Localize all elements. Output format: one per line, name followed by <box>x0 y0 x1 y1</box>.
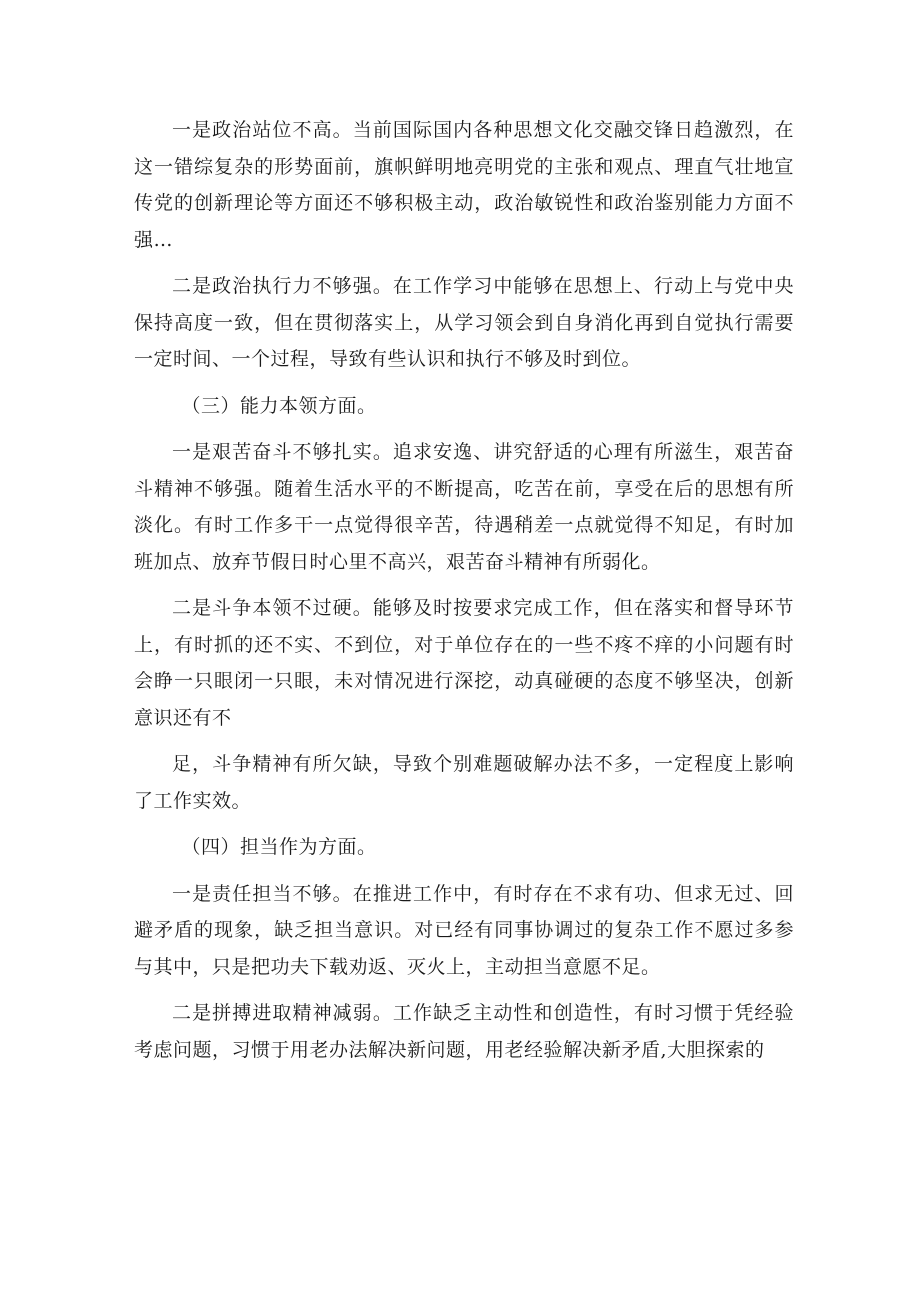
paragraph-struggle-continued: 足，斗争精神有所欠缺，导致个别难题破解办法不多，一定程度上影响了工作实效。 <box>134 753 794 812</box>
paragraph-political-execution: 二是政治执行力不够强。在工作学习中能够在思想上、行动上与党中央保持高度一致，但在贯彻落实上，从学习领会到自身消化再到自觉执行需要一定时间、一个过程，导致有些认识和执行不够及时到位。 <box>134 275 794 370</box>
paragraph-enterprising-spirit: 二是拼搏进取精神减弱。工作缺乏主动性和创造性，有时习惯于凭经验考虑问题，习惯于用老办法解决新问题，用老经验解决新矛盾,大胆探索的 <box>134 1002 794 1061</box>
paragraph-political-stance: 一是政治站位不高。当前国际国内各种思想文化交融交锋日趋激烈，在这一错综复杂的形势面前，旗帜鲜明地亮明党的主张和观点、理直气壮地宣传党的创新理论等方面还不够积极主动，政治敏锐性和政治鉴别能力方面不强… <box>134 119 794 251</box>
section-heading-ability: （三）能力本领方面。 <box>181 394 377 417</box>
section-heading-responsibility: （四）担当作为方面。 <box>181 836 377 858</box>
paragraph-responsibility: 一是责任担当不够。在推进工作中，有时存在不求有功、但求无过、回避矛盾的现象，缺乏担当意识。对已经有同事协调过的复杂工作不愿过多参与其中，只是把功夫下载劝返、灭火上，主动担当意愿不足。 <box>134 882 794 978</box>
paragraph-struggle-ability: 二是斗争本领不过硬。能够及时按要求完成工作，但在落实和督导环节上，有时抓的还不实、不到位，对于单位存在的一些不疼不痒的小问题有时会睁一只眼闭一只眼，未对情况进行深挖，动真碰硬的态度不够坚决，创新意识还有不 <box>134 597 794 729</box>
paragraph-hard-work: 一是艰苦奋斗不够扎实。追求安逸、讲究舒适的心理有所滋生，艰苦奋斗精神不够强。随着生活水平的不断提高，吃苦在前，享受在后的思想有所淡化。有时工作多干一点觉得很辛苦，待遇稍差一点就觉得不知足，有时加班加点、放弃节假日时心里不高兴，艰苦奋斗精神有所弱化。 <box>134 441 794 573</box>
document-body <box>134 112 794 1078</box>
